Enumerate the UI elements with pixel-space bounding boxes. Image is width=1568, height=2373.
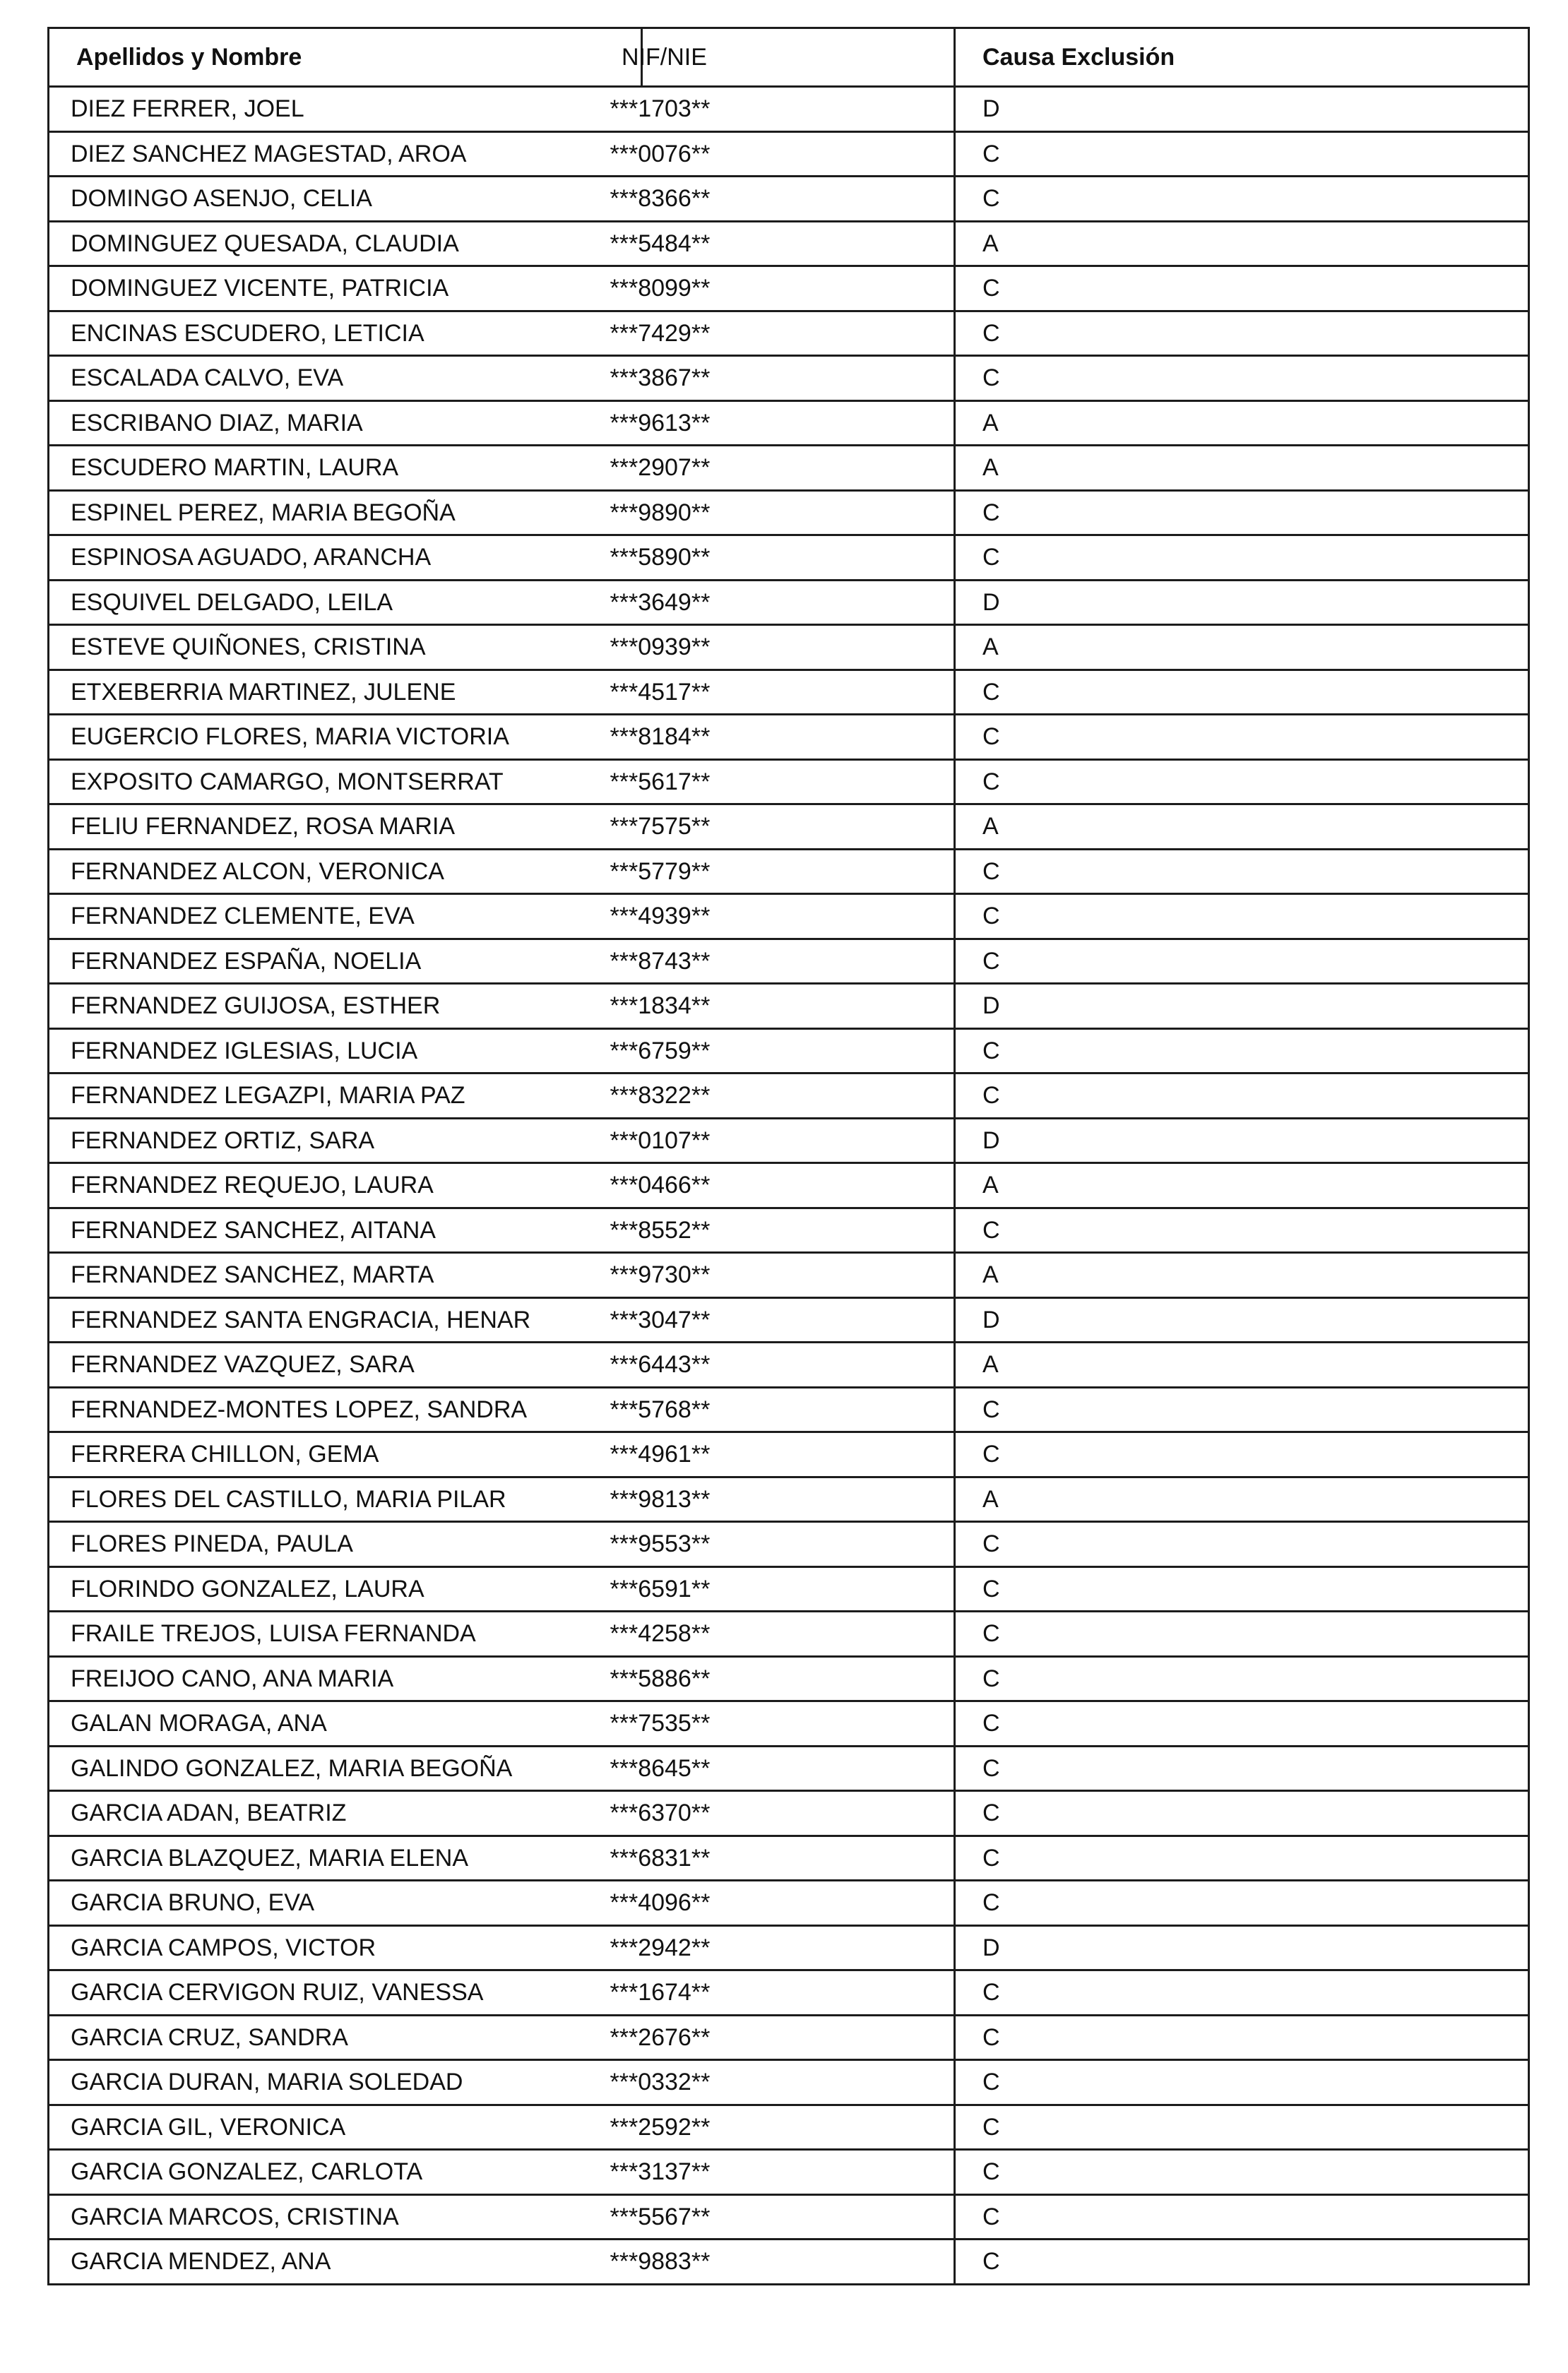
header-name: Apellidos y Nombre — [49, 28, 642, 87]
table-row — [49, 2240, 1529, 2285]
table-row — [49, 984, 1529, 1029]
cell-nif-container — [610, 1791, 955, 1836]
cell-nif: ***9813** — [610, 1485, 711, 1513]
cell-nif-container — [610, 87, 955, 132]
cell-nif-container — [610, 1028, 955, 1074]
cell-name: ESPINOSA AGUADO, ARANCHA — [49, 535, 642, 581]
header-cause: Causa Exclusión — [955, 28, 1529, 87]
cell-nif: ***7429** — [610, 319, 711, 347]
table-row — [49, 131, 1529, 177]
cell-nif-container — [610, 1432, 955, 1477]
cell-name: FERNANDEZ REQUEJO, LAURA — [49, 1163, 642, 1208]
cell-cause: C — [955, 670, 1529, 715]
cell-nif: ***0107** — [610, 1126, 711, 1154]
cell-name: DIEZ FERRER, JOEL — [49, 87, 642, 132]
cell-nif: ***5768** — [610, 1396, 711, 1423]
cell-cause: C — [955, 1746, 1529, 1791]
cell-nif: ***6370** — [610, 1800, 711, 1827]
cell-cause: C — [955, 849, 1529, 894]
cell-name: EXPOSITO CAMARGO, MONTSERRAT — [49, 759, 642, 804]
cell-name: GARCIA MARCOS, CRISTINA — [49, 2194, 642, 2240]
cell-nif: ***5886** — [610, 1665, 711, 1692]
cell-nif-container — [610, 1074, 955, 1119]
cell-cause: C — [955, 356, 1529, 401]
exclusion-table — [47, 27, 1530, 2285]
table-row — [49, 670, 1529, 715]
cell-cause: C — [955, 266, 1529, 311]
cell-cause: D — [955, 580, 1529, 625]
cell-nif: ***8366** — [610, 185, 711, 213]
cell-cause: C — [955, 1656, 1529, 1701]
cell-nif: ***3867** — [610, 364, 711, 392]
cell-nif: ***6831** — [610, 1844, 711, 1872]
cell-name: GARCIA CERVIGON RUIZ, VANESSA — [49, 1970, 642, 2016]
cell-nif-container — [610, 1566, 955, 1612]
cell-name: FERNANDEZ SANCHEZ, AITANA — [49, 1208, 642, 1253]
cell-nif-container — [610, 266, 955, 311]
cell-cause: C — [955, 715, 1529, 760]
cell-name: FERNANDEZ ESPAÑA, NOELIA — [49, 939, 642, 984]
cell-nif-container — [610, 804, 955, 850]
cell-nif: ***8552** — [610, 1216, 711, 1244]
cell-nif-container — [610, 1925, 955, 1970]
table-row — [49, 356, 1529, 401]
cell-nif-container — [610, 1208, 955, 1253]
cell-name: FERNANDEZ VAZQUEZ, SARA — [49, 1343, 642, 1388]
cell-nif-container — [610, 535, 955, 581]
cell-cause: C — [955, 131, 1529, 177]
cell-nif: ***2907** — [610, 454, 711, 482]
cell-nif: ***0466** — [610, 1172, 711, 1199]
cell-nif-container — [610, 311, 955, 356]
cell-nif: ***9553** — [610, 1530, 711, 1558]
cell-nif-container — [610, 400, 955, 446]
cell-nif: ***4939** — [610, 903, 711, 930]
cell-cause: C — [955, 894, 1529, 939]
table-row — [49, 759, 1529, 804]
table-row — [49, 1028, 1529, 1074]
cell-name: FLORINDO GONZALEZ, LAURA — [49, 1566, 642, 1612]
cell-name: ESCRIBANO DIAZ, MARIA — [49, 400, 642, 446]
table-row — [49, 1343, 1529, 1388]
cell-name: GARCIA CAMPOS, VICTOR — [49, 1925, 642, 1970]
cell-nif: ***5890** — [610, 544, 711, 571]
table-row — [49, 1074, 1529, 1119]
cell-name: FERNANDEZ ALCON, VERONICA — [49, 849, 642, 894]
cell-nif: ***4517** — [610, 678, 711, 706]
table-row — [49, 1387, 1529, 1432]
cell-cause: C — [955, 2060, 1529, 2105]
cell-cause: C — [955, 939, 1529, 984]
cell-nif-container — [610, 1970, 955, 2016]
table-row — [49, 400, 1529, 446]
table-row — [49, 1208, 1529, 1253]
header-row — [49, 28, 1529, 87]
cell-name: GARCIA GONZALEZ, CARLOTA — [49, 2150, 642, 2195]
cell-nif: ***1674** — [610, 1979, 711, 2006]
header-nif: NIF/NIE — [622, 43, 707, 71]
cell-nif: ***3137** — [610, 2158, 711, 2186]
cell-cause: A — [955, 1253, 1529, 1298]
cell-name: ENCINAS ESCUDERO, LETICIA — [49, 311, 642, 356]
cell-cause: C — [955, 2015, 1529, 2060]
cell-nif-container — [610, 1701, 955, 1747]
table-row — [49, 1566, 1529, 1612]
cell-nif: ***9883** — [610, 2248, 711, 2276]
cell-cause: A — [955, 400, 1529, 446]
cell-nif-container — [610, 894, 955, 939]
cell-name: GARCIA GIL, VERONICA — [49, 2105, 642, 2150]
cell-name: GALINDO GONZALEZ, MARIA BEGOÑA — [49, 1746, 642, 1791]
cell-cause: C — [955, 535, 1529, 581]
table-row — [49, 311, 1529, 356]
cell-nif: ***5779** — [610, 857, 711, 885]
cell-cause: C — [955, 1387, 1529, 1432]
cell-nif-container — [610, 1656, 955, 1701]
cell-name: GARCIA BRUNO, EVA — [49, 1881, 642, 1926]
cell-nif-container — [610, 2015, 955, 2060]
cell-cause: C — [955, 311, 1529, 356]
cell-nif-container — [610, 670, 955, 715]
cell-nif-container — [610, 2150, 955, 2195]
table-row — [49, 1701, 1529, 1747]
cell-nif: ***5484** — [610, 230, 711, 257]
cell-cause: C — [955, 1074, 1529, 1119]
cell-cause: A — [955, 1343, 1529, 1388]
cell-nif: ***7535** — [610, 1710, 711, 1737]
cell-name: GARCIA MENDEZ, ANA — [49, 2240, 642, 2285]
table-row — [49, 1970, 1529, 2016]
table-row — [49, 1791, 1529, 1836]
cell-nif: ***8184** — [610, 723, 711, 751]
table-row — [49, 849, 1529, 894]
table-row — [49, 1925, 1529, 1970]
cell-cause: D — [955, 1297, 1529, 1343]
cell-cause: C — [955, 490, 1529, 535]
document-page — [47, 27, 1528, 2285]
table-row — [49, 2105, 1529, 2150]
cell-cause: C — [955, 2194, 1529, 2240]
cell-nif: ***5567** — [610, 2203, 711, 2230]
cell-nif-container — [610, 2194, 955, 2240]
table-row — [49, 1836, 1529, 1881]
table-row — [49, 1477, 1529, 1522]
cell-nif: ***6443** — [610, 1351, 711, 1379]
table-row — [49, 2060, 1529, 2105]
cell-nif: ***3649** — [610, 588, 711, 616]
cell-cause: C — [955, 1701, 1529, 1747]
cell-nif-container — [610, 1746, 955, 1791]
cell-name: GALAN MORAGA, ANA — [49, 1701, 642, 1747]
table-row — [49, 715, 1529, 760]
cell-name: DOMINGUEZ VICENTE, PATRICIA — [49, 266, 642, 311]
cell-nif-container — [610, 849, 955, 894]
cell-name: DIEZ SANCHEZ MAGESTAD, AROA — [49, 131, 642, 177]
cell-name: FERNANDEZ GUIJOSA, ESTHER — [49, 984, 642, 1029]
cell-cause: C — [955, 1432, 1529, 1477]
cell-cause: C — [955, 1612, 1529, 1657]
table-row — [49, 939, 1529, 984]
cell-nif-container — [610, 1522, 955, 1567]
cell-cause: A — [955, 625, 1529, 670]
table-header — [49, 28, 1529, 87]
cell-cause: A — [955, 1477, 1529, 1522]
cell-name: DOMINGUEZ QUESADA, CLAUDIA — [49, 221, 642, 266]
cell-nif-container — [610, 221, 955, 266]
cell-cause: D — [955, 1925, 1529, 1970]
cell-nif-container — [610, 759, 955, 804]
table-row — [49, 87, 1529, 132]
table-row — [49, 490, 1529, 535]
cell-name: FERNANDEZ CLEMENTE, EVA — [49, 894, 642, 939]
cell-nif: ***2676** — [610, 2023, 711, 2051]
cell-cause: A — [955, 221, 1529, 266]
cell-name: GARCIA ADAN, BEATRIZ — [49, 1791, 642, 1836]
cell-cause: C — [955, 2150, 1529, 2195]
cell-name: FERNANDEZ IGLESIAS, LUCIA — [49, 1028, 642, 1074]
cell-cause: C — [955, 1522, 1529, 1567]
cell-name: FERNANDEZ ORTIZ, SARA — [49, 1118, 642, 1163]
cell-nif: ***4096** — [610, 1889, 711, 1917]
cell-nif: ***4258** — [610, 1620, 711, 1648]
table-row — [49, 580, 1529, 625]
cell-nif-container — [610, 356, 955, 401]
cell-nif-container — [610, 1163, 955, 1208]
cell-name: FERNANDEZ SANTA ENGRACIA, HENAR — [49, 1297, 642, 1343]
cell-nif-container — [610, 939, 955, 984]
table-row — [49, 894, 1529, 939]
cell-nif-container — [610, 580, 955, 625]
cell-cause: C — [955, 1970, 1529, 2016]
cell-name: FERNANDEZ LEGAZPI, MARIA PAZ — [49, 1074, 642, 1119]
cell-nif-container — [610, 131, 955, 177]
cell-nif-container — [610, 1881, 955, 1926]
cell-name: FELIU FERNANDEZ, ROSA MARIA — [49, 804, 642, 850]
table-row — [49, 1163, 1529, 1208]
cell-nif: ***2592** — [610, 2113, 711, 2141]
cell-nif: ***1834** — [610, 992, 711, 1020]
cell-name: ESCALADA CALVO, EVA — [49, 356, 642, 401]
cell-nif-container — [610, 625, 955, 670]
cell-nif-container — [610, 2240, 955, 2285]
cell-cause: C — [955, 2105, 1529, 2150]
table-row — [49, 2015, 1529, 2060]
table-row — [49, 804, 1529, 850]
cell-name: FERNANDEZ SANCHEZ, MARTA — [49, 1253, 642, 1298]
cell-name: FLORES PINEDA, PAULA — [49, 1522, 642, 1567]
cell-name: FREIJOO CANO, ANA MARIA — [49, 1656, 642, 1701]
table-row — [49, 1253, 1529, 1298]
cell-cause: A — [955, 1163, 1529, 1208]
cell-nif: ***9890** — [610, 499, 711, 526]
cell-nif: ***8322** — [610, 1082, 711, 1110]
table-row — [49, 535, 1529, 581]
cell-nif: ***0939** — [610, 634, 711, 661]
cell-nif-container — [610, 1477, 955, 1522]
cell-name: GARCIA DURAN, MARIA SOLEDAD — [49, 2060, 642, 2105]
cell-name: FLORES DEL CASTILLO, MARIA PILAR — [49, 1477, 642, 1522]
cell-name: ESTEVE QUIÑONES, CRISTINA — [49, 625, 642, 670]
table-row — [49, 1118, 1529, 1163]
table-row — [49, 625, 1529, 670]
cell-nif: ***0332** — [610, 2069, 711, 2096]
table-row — [49, 221, 1529, 266]
table-row — [49, 2194, 1529, 2240]
cell-nif-container — [610, 984, 955, 1029]
cell-name: FRAILE TREJOS, LUISA FERNANDA — [49, 1612, 642, 1657]
table-row — [49, 2150, 1529, 2195]
cell-nif: ***4961** — [610, 1441, 711, 1468]
cell-cause: C — [955, 1208, 1529, 1253]
cell-nif-container — [610, 2060, 955, 2105]
cell-nif-container — [610, 1387, 955, 1432]
cell-nif: ***6591** — [610, 1575, 711, 1602]
table-row — [49, 1746, 1529, 1791]
table-row — [49, 177, 1529, 222]
table-body — [49, 87, 1529, 2285]
cell-name: EUGERCIO FLORES, MARIA VICTORIA — [49, 715, 642, 760]
cell-name: DOMINGO ASENJO, CELIA — [49, 177, 642, 222]
cell-cause: A — [955, 446, 1529, 491]
cell-name: ETXEBERRIA MARTINEZ, JULENE — [49, 670, 642, 715]
cell-cause: C — [955, 1566, 1529, 1612]
cell-name: ESPINEL PEREZ, MARIA BEGOÑA — [49, 490, 642, 535]
cell-name: GARCIA CRUZ, SANDRA — [49, 2015, 642, 2060]
cell-name: GARCIA BLAZQUEZ, MARIA ELENA — [49, 1836, 642, 1881]
cell-cause: D — [955, 87, 1529, 132]
table-row — [49, 1522, 1529, 1567]
cell-nif: ***7575** — [610, 813, 711, 840]
cell-nif-container — [610, 490, 955, 535]
cell-nif-container — [610, 1297, 955, 1343]
table-row — [49, 446, 1529, 491]
cell-nif: ***9613** — [610, 409, 711, 436]
table-row — [49, 266, 1529, 311]
cell-nif: ***9730** — [610, 1261, 711, 1289]
cell-nif-container — [610, 715, 955, 760]
cell-nif: ***0076** — [610, 140, 711, 167]
cell-nif-container — [610, 2105, 955, 2150]
cell-cause: C — [955, 1028, 1529, 1074]
header-nif-cell — [622, 28, 955, 87]
cell-name: ESQUIVEL DELGADO, LEILA — [49, 580, 642, 625]
cell-nif: ***6759** — [610, 1037, 711, 1064]
cell-nif: ***8645** — [610, 1754, 711, 1782]
table-row — [49, 1297, 1529, 1343]
cell-cause: D — [955, 1118, 1529, 1163]
cell-nif: ***1703** — [610, 95, 711, 123]
cell-nif: ***3047** — [610, 1306, 711, 1333]
cell-cause: C — [955, 177, 1529, 222]
cell-nif-container — [610, 177, 955, 222]
cell-nif-container — [610, 1343, 955, 1388]
table-row — [49, 1612, 1529, 1657]
cell-nif-container — [610, 1612, 955, 1657]
cell-cause: C — [955, 1836, 1529, 1881]
table-row — [49, 1881, 1529, 1926]
cell-name: ESCUDERO MARTIN, LAURA — [49, 446, 642, 491]
cell-cause: D — [955, 984, 1529, 1029]
cell-cause: C — [955, 1881, 1529, 1926]
cell-nif-container — [610, 1118, 955, 1163]
cell-nif: ***8099** — [610, 275, 711, 302]
cell-nif-container — [610, 1836, 955, 1881]
cell-nif-container — [610, 446, 955, 491]
table-row — [49, 1432, 1529, 1477]
cell-nif-container — [610, 1253, 955, 1298]
table-row — [49, 1656, 1529, 1701]
cell-nif: ***2942** — [610, 1934, 711, 1961]
cell-cause: C — [955, 2240, 1529, 2285]
cell-nif: ***8743** — [610, 947, 711, 975]
cell-cause: C — [955, 759, 1529, 804]
cell-name: FERRERA CHILLON, GEMA — [49, 1432, 642, 1477]
cell-cause: C — [955, 1791, 1529, 1836]
cell-nif: ***5617** — [610, 768, 711, 795]
cell-cause: A — [955, 804, 1529, 850]
cell-name: FERNANDEZ-MONTES LOPEZ, SANDRA — [49, 1387, 642, 1432]
